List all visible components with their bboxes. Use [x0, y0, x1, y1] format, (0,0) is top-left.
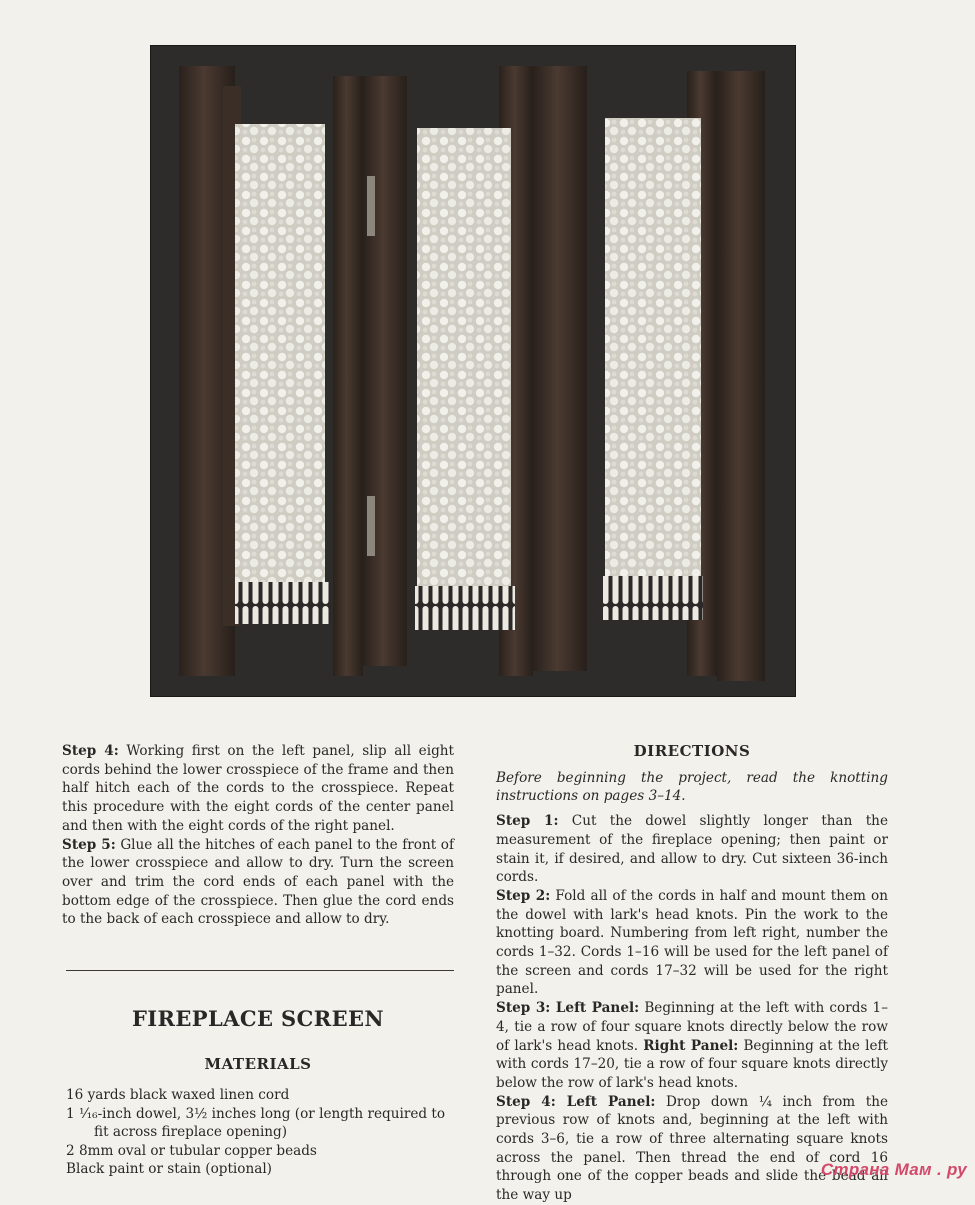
dir-step3-paragraph: [496, 999, 888, 1093]
step4-text: Working first on the left panel, slip all eight cords behind the lower crosspiece of the frame and then half hitch each of the cords to the crosspiece. Repeat this procedure with the eight cords of the center panel and then with the eight cords of the right panel.: [62, 743, 454, 834]
step4-label: Step 4:: [62, 743, 119, 759]
fireplace-screen-photo: [150, 45, 796, 697]
materials-heading: MATERIALS: [204, 1055, 312, 1073]
material-item: 1 ¹⁄₁₆-inch dowel, 3½ inches long (or length required to fit across fireplace opening): [66, 1105, 446, 1141]
dir-step3-right-label: Right Panel:: [643, 1037, 739, 1054]
dir-step4-paragraph: [496, 1093, 888, 1205]
dir-step4-text: Drop down ¼ inch from the previous row of knots and, beginning at the left with cords 3–6, tie a row of three alternating square knots across the panel. Then thread the end of cord 16 through one of the copper beads and slide the bead all the way up: [496, 1093, 889, 1204]
step4-paragraph: [62, 742, 454, 836]
dir-step1-paragraph: [496, 812, 888, 887]
project-title: FIREPLACE SCREEN: [131, 1006, 384, 1031]
dir-step1-text: Cut the dowel slightly longer than the measurement of the fireplace opening; then paint or stain it, if desired, and allow to dry. Cut sixteen 36-inch cords.: [496, 813, 888, 886]
directions-column: [496, 742, 888, 1205]
material-item: 2 8mm oval or tubular copper beads: [66, 1142, 317, 1159]
left-column: [62, 742, 454, 929]
materials-list: [66, 1086, 458, 1179]
material-item: 16 yards black waxed linen cord: [66, 1087, 290, 1103]
dir-step2-text: Fold all of the cords in half and mount them on the dowel with lark's head knots. Pin the work to the knotting board. Numbering from left right, number the cords 1–32. Cords 1–16 will be used for the left panel of the screen and cords 17–32 will be used for the right panel.: [496, 887, 888, 998]
dir-step2-label: Step 2:: [496, 887, 551, 904]
site-watermark: Страна Мам . ру: [820, 1160, 967, 1179]
dir-step1-label: Step 1:: [496, 813, 559, 830]
dir-step3-label: Step 3: Left Panel:: [496, 1000, 640, 1017]
section-divider: [66, 970, 454, 971]
step5-label: Step 5:: [62, 836, 116, 853]
directions-heading: DIRECTIONS: [633, 742, 751, 760]
dir-step2-paragraph: [496, 887, 888, 999]
step5-text: Glue all the hitches of each panel to the front of the lower crosspiece and allow to dry. Turn the screen over and trim the cord ends of each panel with the bottom edge of the crosspiece. Then glue the cord ends to the back of each crosspiece and allow to dry.: [62, 836, 454, 928]
step5-paragraph: [62, 836, 454, 930]
dir-step3-text-b: Beginning at the left with cords 17–20, tie a row of four square knots directly below the row of lark's head knots.: [496, 1037, 888, 1091]
directions-intro: Before beginning the project, read the knotting instructions on pages 3–14.: [496, 769, 888, 805]
material-item: Black paint or stain (optional): [66, 1161, 272, 1178]
dir-step3-text-a: Beginning at the left with cords 1–4, tie a row of four square knots directly below the row of lark's head knots.: [496, 1000, 889, 1054]
dir-step4-label: Step 4: Left Panel:: [496, 1093, 656, 1110]
